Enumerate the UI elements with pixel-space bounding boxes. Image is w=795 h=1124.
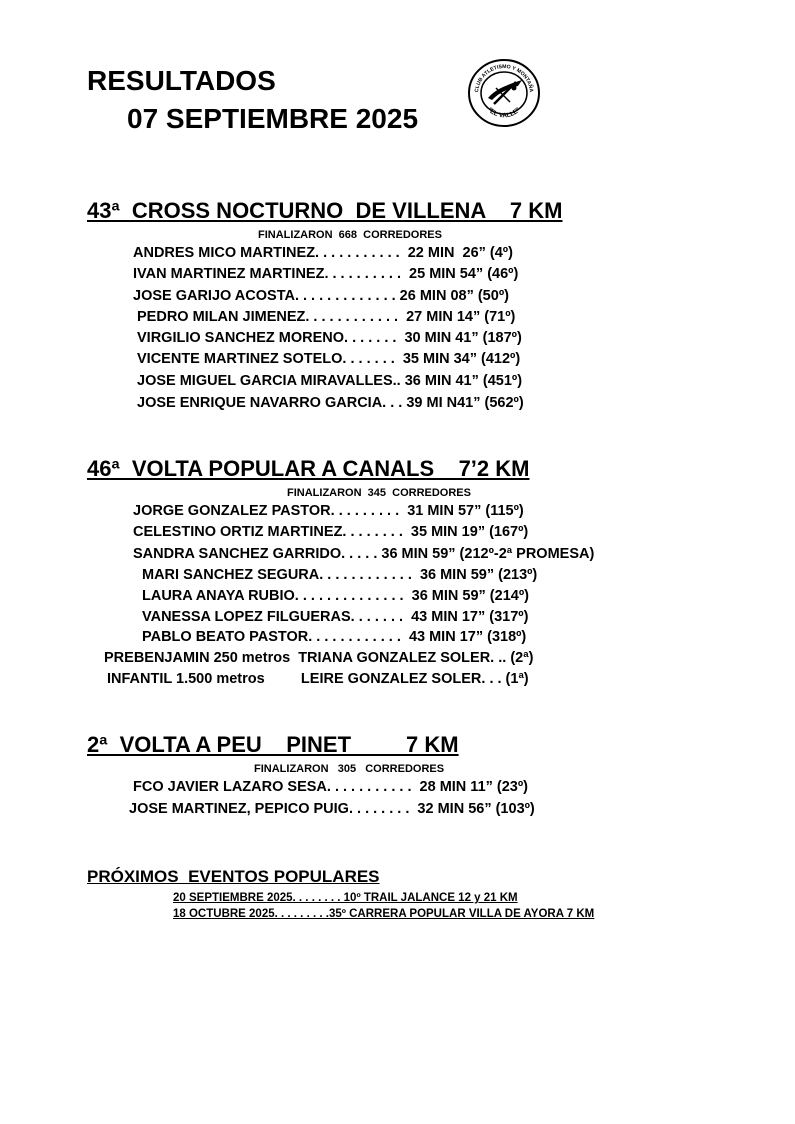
event-title-cross-villena: 43ª CROSS NOCTURNO DE VILLENA 7 KM (87, 198, 563, 223)
result-row: JOSE MIGUEL GARCIA MIRAVALLES.. 36 MIN 41” (451º) (137, 373, 523, 389)
club-logo (466, 58, 542, 128)
title-line-1: RESULTADOS (87, 65, 276, 96)
page-title (87, 62, 418, 138)
result-row: CELESTINO ORTIZ MARTINEZ. . . . . . . . 35 MIN 19” (167º) (133, 524, 529, 540)
runner-icon (488, 80, 522, 104)
result-row: ANDRES MICO MARTINEZ. . . . . . . . . . . 22 MIN 26” (4º) (133, 245, 513, 261)
logo-text-top: CLUB ATLETISMO Y MONTAÑA (474, 63, 534, 93)
result-row: JOSE ENRIQUE NAVARRO GARCIA. . . 39 MI N41” (562º) (137, 395, 524, 411)
result-row: VIRGILIO SANCHEZ MORENO. . . . . . . 30 MIN 41” (187º) (137, 330, 522, 346)
result-row: JORGE GONZALEZ PASTOR. . . . . . . . . 31 MIN 57” (115º) (133, 503, 524, 519)
svg-text:"EL VALLE" (486, 106, 522, 119)
result-row: PEDRO MILAN JIMENEZ. . . . . . . . . . . . 27 MIN 14” (71º) (137, 309, 516, 325)
title-line-2: 07 SEPTIEMBRE 2025 (127, 103, 419, 134)
result-row: VICENTE MARTINEZ SOTELO. . . . . . . 35 MIN 34” (412º) (137, 351, 521, 367)
result-row: MARI SANCHEZ SEGURA. . . . . . . . . . . . 36 MIN 59” (213º) (142, 567, 538, 583)
result-row: INFANTIL 1.500 metros LEIRE GONZALEZ SOLER. . . (1ª) (107, 671, 529, 687)
result-row: JOSE MARTINEZ, PEPICO PUIG. . . . . . . . 32 MIN 56” (103º) (129, 801, 535, 817)
result-row: IVAN MARTINEZ MARTINEZ. . . . . . . . . . 25 MIN 54” (46º) (133, 266, 519, 282)
finished-count: FINALIZARON 668 CORREDORES (258, 229, 442, 241)
event-title-volta-canals: 46ª VOLTA POPULAR A CANALS 7’2 KM (87, 456, 530, 481)
result-row: FCO JAVIER LAZARO SESA. . . . . . . . . . . 28 MIN 11” (23º) (133, 779, 528, 795)
result-row: SANDRA SANCHEZ GARRIDO. . . . . 36 MIN 59” (212º-2ª PROMESA) (133, 546, 595, 562)
result-row: VANESSA LOPEZ FILGUERAS. . . . . . . 43 MIN 17” (317º) (142, 609, 529, 625)
result-row: JOSE GARIJO ACOSTA. . . . . . . . . . . . . 26 MIN 08” (50º) (133, 288, 509, 304)
result-row: LAURA ANAYA RUBIO. . . . . . . . . . . . . . 36 MIN 59” (214º) (142, 588, 529, 604)
finished-count: FINALIZARON 305 CORREDORES (254, 763, 445, 775)
logo-text-bottom: "EL VALLE" (486, 106, 522, 120)
upcoming-events-title: PRÓXIMOS EVENTOS POPULARES (87, 867, 380, 886)
upcoming-event: 20 SEPTIEMBRE 2025. . . . . . . . 10º TRAIL JALANCE 12 y 21 KM (173, 892, 518, 904)
result-row: PABLO BEATO PASTOR. . . . . . . . . . . . 43 MIN 17” (318º) (142, 629, 527, 645)
finished-count: FINALIZARON 345 CORREDORES (287, 487, 471, 499)
upcoming-event: 18 OCTUBRE 2025. . . . . . . . .35º CARRERA POPULAR VILLA DE AYORA 7 KM (173, 908, 595, 920)
result-row: PREBENJAMIN 250 metros TRIANA GONZALEZ SOLER. .. (2ª) (104, 650, 534, 666)
event-title-volta-pinet: 2ª VOLTA A PEU PINET 7 KM (87, 732, 459, 757)
